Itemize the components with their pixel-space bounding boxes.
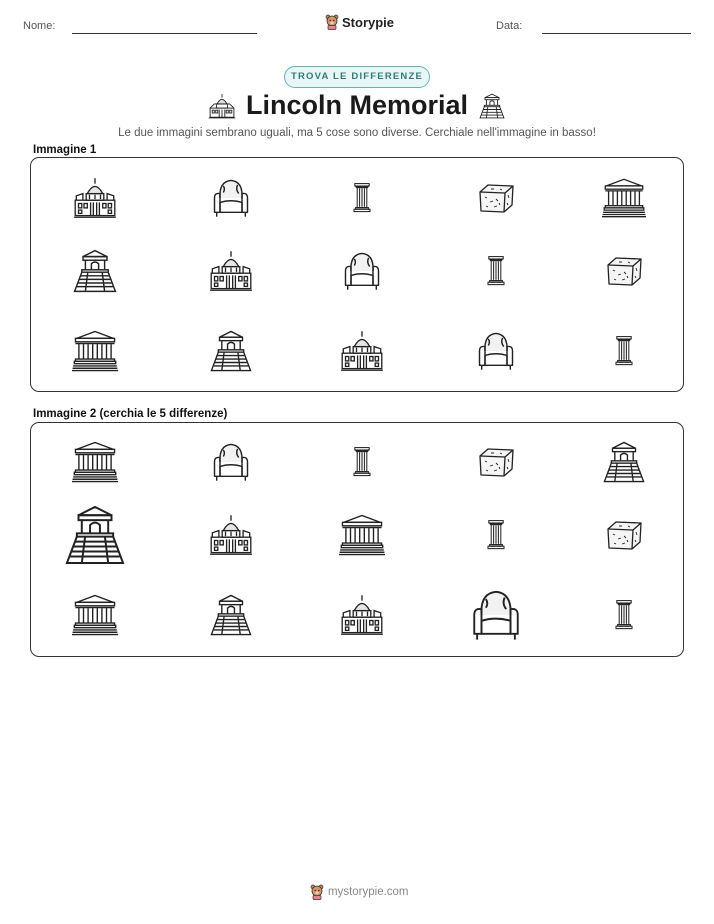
- date-label: Data:: [496, 20, 523, 32]
- memorial-icon[interactable]: [70, 592, 120, 638]
- column-icon[interactable]: [608, 327, 640, 375]
- column-icon[interactable]: [480, 511, 512, 559]
- stone-block-icon[interactable]: [601, 515, 647, 555]
- armchair-icon[interactable]: [467, 585, 525, 645]
- brand-name: Storypie: [342, 14, 395, 30]
- memorial-icon[interactable]: [70, 328, 120, 374]
- brand-logo: [325, 14, 394, 30]
- capitol-icon[interactable]: [207, 513, 255, 557]
- memorial-stairs-icon: [477, 92, 507, 120]
- armchair-icon[interactable]: [340, 249, 384, 293]
- bear-mascot-icon: [310, 884, 324, 900]
- memorial-stairs-icon[interactable]: [70, 247, 120, 295]
- capitol-icon[interactable]: [338, 329, 386, 373]
- armchair-icon[interactable]: [474, 329, 518, 373]
- memorial-stairs-icon[interactable]: [62, 502, 128, 568]
- column-icon[interactable]: [480, 246, 512, 296]
- armchair-icon[interactable]: [209, 440, 253, 484]
- instructions: Le due immagini sembrano uguali, ma 5 cose sono diverse. Cerchiale nell'immagine in basso!: [118, 127, 596, 139]
- stone-block-icon[interactable]: [473, 178, 519, 218]
- armchair-icon[interactable]: [209, 176, 253, 220]
- activity-badge: TROVA LE DIFFERENZE: [284, 66, 430, 88]
- memorial-icon[interactable]: [337, 512, 387, 558]
- date-field-line[interactable]: [542, 33, 691, 34]
- bear-mascot-icon: [325, 14, 339, 30]
- footer-site: mystorypie.com: [328, 886, 409, 898]
- memorial-stairs-icon[interactable]: [206, 328, 256, 374]
- memorial-icon[interactable]: [599, 176, 649, 220]
- stone-block-icon[interactable]: [601, 251, 647, 291]
- capitol-icon[interactable]: [71, 176, 119, 220]
- image2-label: Immagine 2 (cerchia le 5 differenze): [33, 408, 228, 420]
- stone-block-icon[interactable]: [473, 442, 519, 482]
- name-label: Nome:: [23, 20, 56, 32]
- capitol-icon[interactable]: [207, 249, 255, 293]
- memorial-stairs-icon[interactable]: [599, 439, 649, 485]
- name-field-line[interactable]: [72, 33, 257, 34]
- capitol-icon[interactable]: [338, 593, 386, 637]
- image1-label: Immagine 1: [33, 144, 97, 156]
- footer: [310, 884, 409, 900]
- column-icon[interactable]: [346, 438, 378, 486]
- memorial-icon[interactable]: [70, 439, 120, 485]
- memorial-stairs-icon[interactable]: [206, 592, 256, 638]
- page-title: Lincoln Memorial: [245, 90, 469, 120]
- column-icon[interactable]: [608, 591, 640, 639]
- column-icon[interactable]: [346, 174, 378, 222]
